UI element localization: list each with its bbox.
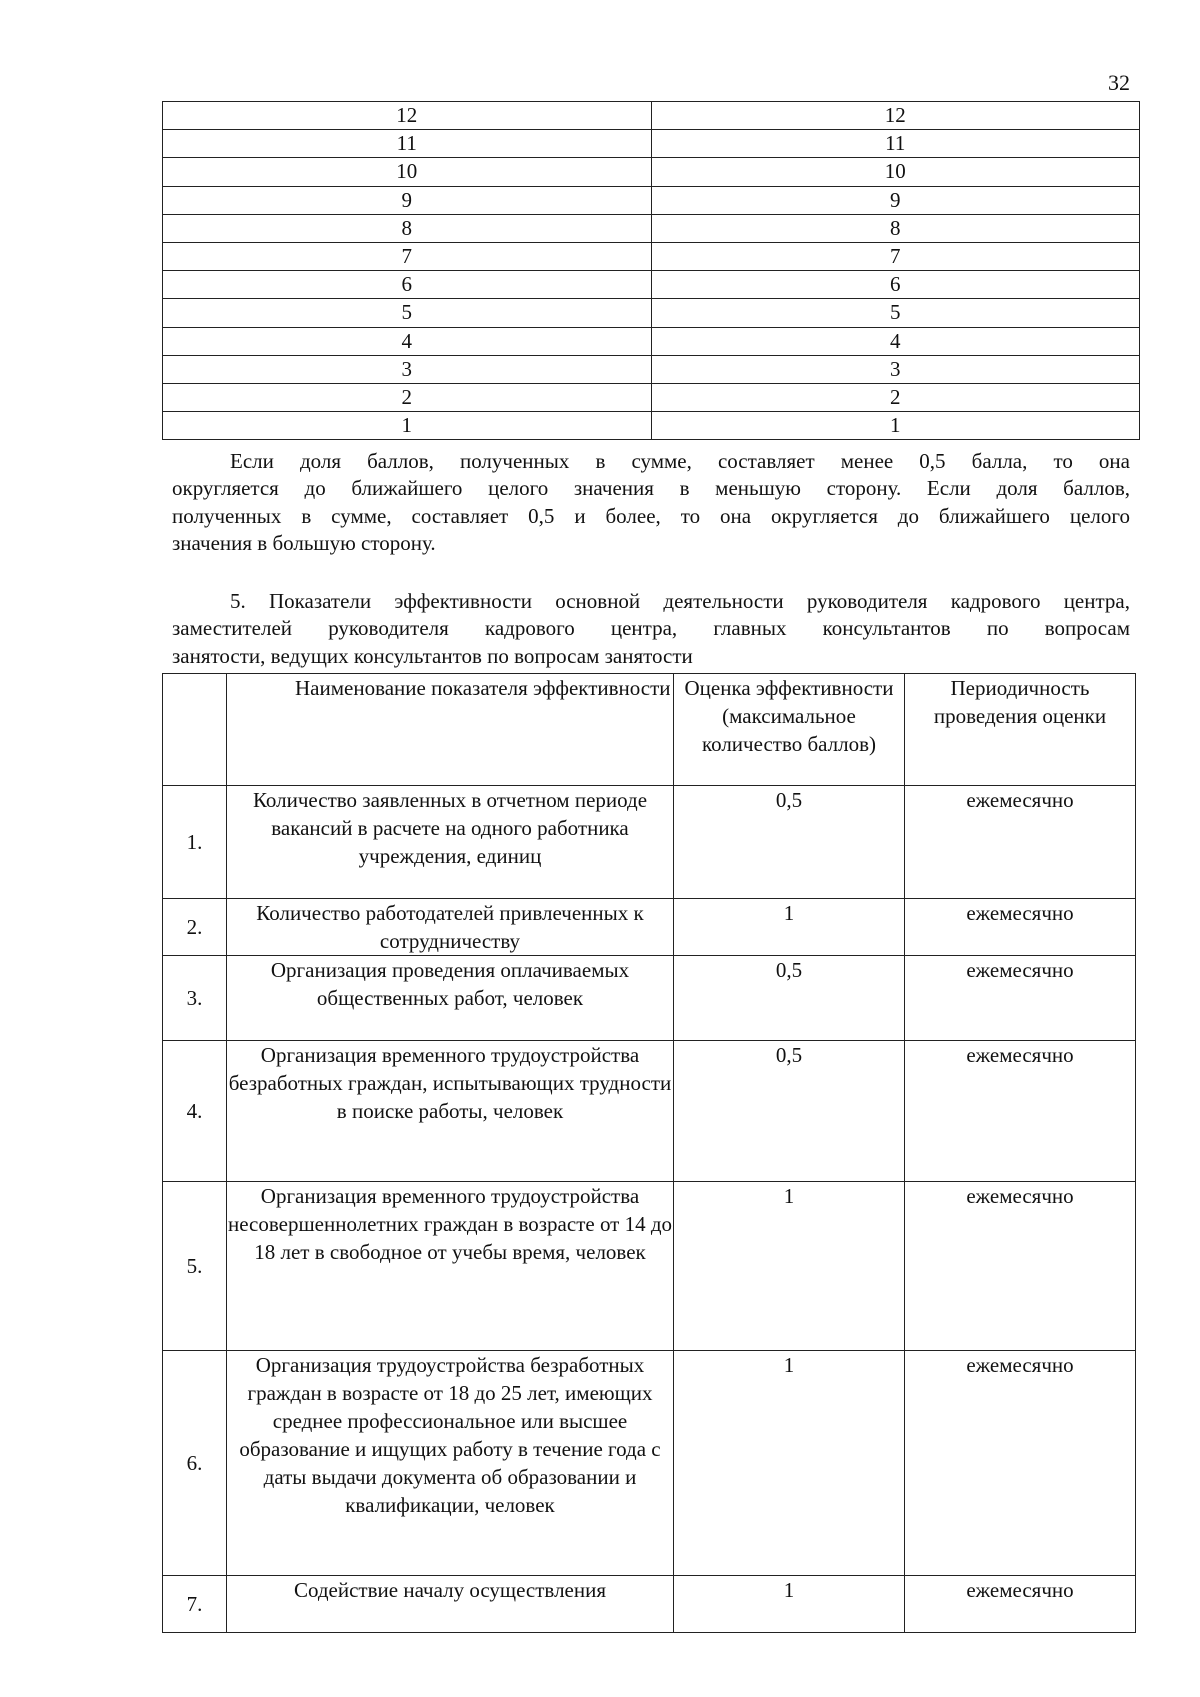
score-row [163,242,1140,270]
score-row [163,186,1140,214]
indicator-score: 0,5 [674,956,905,1041]
score-cell-left: 10 [163,158,652,186]
indicator-score: 0,5 [674,786,905,899]
indicator-period: ежемесячно [905,1182,1136,1351]
paragraph-line: значения в большую сторону. [172,530,436,555]
indicator-name: Организация временного трудоустройства несовершеннолетних граждан в возрасте от 14 до 18 лет в свободное от учебы время, человек [227,1182,674,1351]
indicator-row [163,899,1136,956]
paragraph-line: полученных в сумме, составляет 0,5 и более, то она округляется до ближайшего целого [172,503,1130,528]
score-row [163,130,1140,158]
score-cell-right: 4 [651,327,1140,355]
header-number [163,674,227,786]
indicator-number: 1. [163,786,227,899]
indicator-name: Содействие началу осуществления [227,1576,674,1633]
indicator-period: ежемесячно [905,899,1136,956]
score-cell-right: 11 [651,130,1140,158]
indicator-name: Организация проведения оплачиваемых общественных работ, человек [227,956,674,1041]
header-name: Наименование показателя эффективности [227,674,674,786]
header-row [163,674,1136,786]
score-cell-left: 3 [163,355,652,383]
page-number: 32 [1108,70,1130,95]
score-cell-left: 2 [163,383,652,411]
score-cell-left: 1 [163,412,652,440]
score-row [163,158,1140,186]
section-5-heading [172,588,1130,670]
score-cell-right: 6 [651,271,1140,299]
paragraph-line: округляется до ближайшего целого значения в меньшую сторону. Если доля баллов, [172,476,1130,501]
indicator-period: ежемесячно [905,1041,1136,1182]
score-cell-left: 4 [163,327,652,355]
rounding-paragraph [172,448,1130,557]
indicator-row [163,956,1136,1041]
indicator-period: ежемесячно [905,786,1136,899]
indicator-number: 2. [163,899,227,956]
score-row [163,383,1140,411]
score-row [163,355,1140,383]
score-row [163,102,1140,130]
indicator-period: ежемесячно [905,956,1136,1041]
indicator-number: 3. [163,956,227,1041]
indicator-row [163,1351,1136,1576]
score-cell-left: 7 [163,242,652,270]
score-cell-right: 10 [651,158,1140,186]
score-cell-right: 12 [651,102,1140,130]
score-cell-left: 9 [163,186,652,214]
indicator-score: 0,5 [674,1041,905,1182]
header-period: Периодичность проведения оценки [905,674,1136,786]
indicator-name: Количество заявленных в отчетном периоде вакансий в расчете на одного работника учреждения, единиц [227,786,674,899]
score-cell-right: 8 [651,214,1140,242]
score-cell-left: 12 [163,102,652,130]
indicator-row [163,1576,1136,1633]
score-row [163,271,1140,299]
section-line: 5. Показатели эффективности основной деятельности руководителя кадрового центра, [230,589,1130,613]
score-row [163,412,1140,440]
indicator-number: 4. [163,1041,227,1182]
indicator-name: Организация трудоустройства безработных граждан в возрасте от 18 до 25 лет, имеющих среднее профессиональное или высшее образование и ищущих работу в течение года с даты выдачи документа об образовании и квалификации, человек [227,1351,674,1576]
indicator-period: ежемесячно [905,1351,1136,1576]
indicators-table [162,673,1136,1633]
indicator-number: 6. [163,1351,227,1576]
indicator-score: 1 [674,1351,905,1576]
indicator-row [163,786,1136,899]
score-cell-left: 5 [163,299,652,327]
indicator-row [163,1182,1136,1351]
score-cell-right: 7 [651,242,1140,270]
score-table [162,101,1140,440]
paragraph-line: Если доля баллов, полученных в сумме, составляет менее 0,5 балла, то она [230,449,1130,473]
score-cell-left: 8 [163,214,652,242]
indicator-score: 1 [674,1576,905,1633]
score-cell-right: 1 [651,412,1140,440]
score-cell-right: 9 [651,186,1140,214]
score-cell-right: 2 [651,383,1140,411]
indicator-score: 1 [674,899,905,956]
indicator-number: 5. [163,1182,227,1351]
indicator-name: Организация временного трудоустройства безработных граждан, испытывающих трудности в поиске работы, человек [227,1041,674,1182]
score-cell-left: 11 [163,130,652,158]
indicator-score: 1 [674,1182,905,1351]
indicator-row [163,1041,1136,1182]
score-row [163,299,1140,327]
score-row [163,214,1140,242]
score-cell-left: 6 [163,271,652,299]
score-cell-right: 3 [651,355,1140,383]
section-line: занятости, ведущих консультантов по вопросам занятости [172,643,693,668]
section-line: заместителей руководителя кадрового центра, главных консультантов по вопросам [172,616,1130,641]
score-row [163,327,1140,355]
indicator-period: ежемесячно [905,1576,1136,1633]
indicator-name: Количество работодателей привлеченных к сотрудничеству [227,899,674,956]
header-score: Оценка эффективности (максимальное количество баллов) [674,674,905,786]
indicator-number: 7. [163,1576,227,1633]
score-cell-right: 5 [651,299,1140,327]
